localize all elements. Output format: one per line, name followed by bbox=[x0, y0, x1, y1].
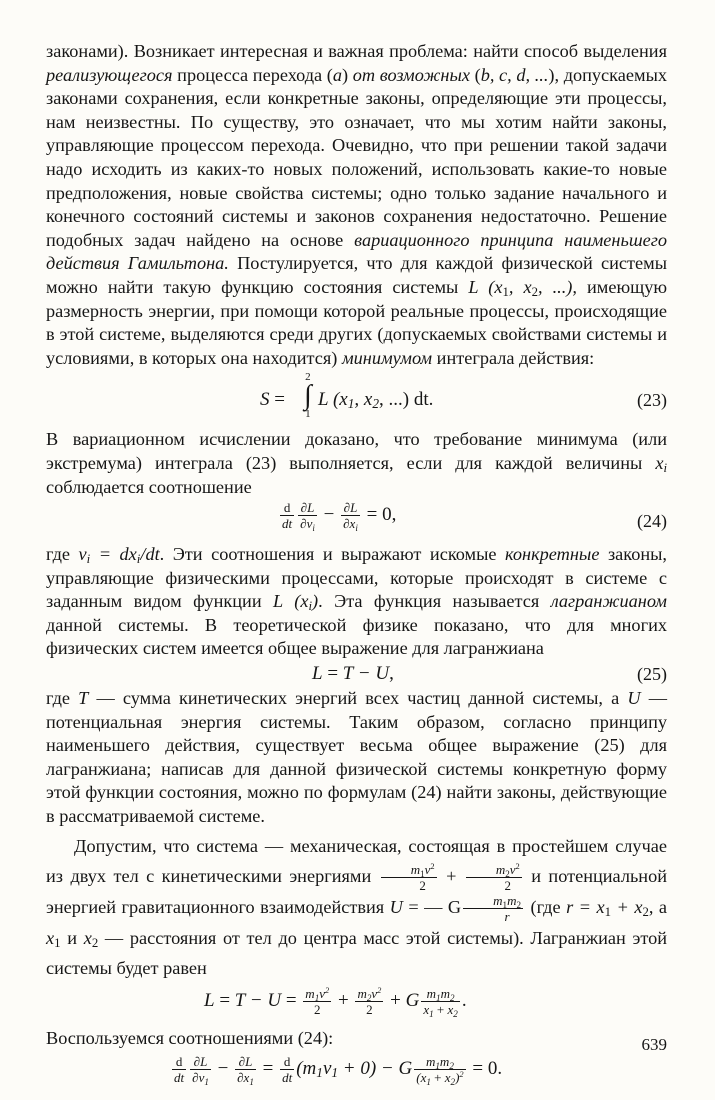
equation-number-24: (24) bbox=[637, 511, 667, 532]
equation-lagrangian: L = T − U = $\frac{m_1v^2}{2}$ + $\frac{m_2v^2}{2}$ + G $\frac{m_1m_2}{x_1 + x_2}$ . bbox=[204, 985, 467, 1020]
final-d-dt-2: $\frac{d}{dt}$ bbox=[282, 1053, 293, 1085]
paragraph-1: законами). Возникает интересная и важная проблема: найти способ выделения реализующегося процесса перехода (a) от возможных (b, c, d, ...), допускаемых законами сохранения, если конкретные законы, определяющие эти процессы, нам неизвестны. По существу, это означает, что мы хотим найти законы, управляющие процессом перехода. Очевидно, что при решении такой задачи надо исходить из каких-то новых положений, использовать какие-то новые предположения, новые свойства системы; одно только задание начального и конечного состояний системы и законов сохранения недостаточно. Решение подобных задач найдено на основе вариационного принципа наименьшего действия Гамильтона. Постулируется, что для каждой физической системы можно найти такую функцию состояния системы L ($x_1$, $x_2$, ...), имеющую размерность энергии, при помощи которой реальные процессы, происходящие в этой системе, выделяются среди других (допускаемых свойствами системы и условиями, в которых она находится) минимумом интеграла действия: bbox=[46, 41, 668, 368]
d-dt-fraction: $\frac{d}{dt}$ bbox=[282, 500, 293, 532]
final-dL-dv1: $\frac{\partial L}{\partial v_1}$ bbox=[192, 1053, 209, 1087]
kinetic-energy-1-fraction: $\frac{m_1v^2}{2}$ bbox=[381, 863, 437, 892]
paragraph-5: Допустим, что система — механическая, состоящая в простейшем случае из двух тел с кинетическими энергиями $\frac{m_1v^2}{2}$ + $\frac{m_2v^2}{2}$ и потенциальной энергией гравитационного взаимодействия U = — G $\frac{m_1m_2}{r}$ (где $r = x_1 + x_2$, а $x_1$ и $x_2$ — расстояния от тел до центра масс этой системы). Лагранжиан этой системы будет равен bbox=[46, 835, 668, 979]
page-number: 639 bbox=[641, 1035, 667, 1054]
equation-24: $\frac{d}{dt}$ $\frac{\partial L}{\partial v_i}$ − $\frac{\partial L}{\partial x_i}$ = 0, (24) bbox=[282, 500, 667, 534]
lagrangian-kinetic-1: $\frac{m_1v^2}{2}$ bbox=[305, 985, 330, 1018]
final-dL-dx1: $\frac{\partial L}{\partial x_1}$ bbox=[237, 1053, 254, 1087]
lagrangian-kinetic-2: $\frac{m_2v^2}{2}$ bbox=[357, 985, 382, 1018]
paragraph-3: где $v_i = dx_i/dt$. Эти соотношения и выражают искомые конкретные законы, управляющие физическими процессами, которые происходят в системе с заданным видом функции L $(x_i)$. Эта функция называется лагранжианом данной системы. В теоретической физике показано, что для многих физических систем имеется общее выражение для лагранжиана bbox=[46, 544, 668, 659]
equation-25: L = T − U, (25) bbox=[312, 663, 667, 685]
equation-number-23: (23) bbox=[637, 390, 667, 411]
dL-dvi-fraction: $\frac{\partial L}{\partial v_i}$ bbox=[300, 500, 315, 534]
final-d-dt-1: $\frac{d}{dt}$ bbox=[174, 1053, 185, 1085]
potential-energy-fraction: $\frac{m_1m_2}{r}$ bbox=[463, 894, 523, 923]
paragraph-6: Воспользуемся соотношениями (24): bbox=[46, 1028, 334, 1049]
equation-23: S = 2 ∫ 1 L ($x_1$, $x_2$, ...) dt. (23) bbox=[260, 371, 667, 421]
dL-dxi-fraction: $\frac{\partial L}{\partial x_i}$ bbox=[343, 500, 358, 534]
integral-sign: 2 ∫ 1 bbox=[304, 371, 312, 421]
paragraph-2: В вариационном исчислении доказано, что требование минимума (или экстремума) интеграла (23) выполняется, если для каждой величины $x_i$ соблюдается соотношение bbox=[46, 429, 667, 497]
equation-euler-lagrange: $\frac{d}{dt}$ $\frac{\partial L}{\partial v_1}$ − $\frac{\partial L}{\partial x_1}$ = $\frac{d}{dt}$ $(m_1v_1 + 0) - G$ $\frac{m_1m_2}{(x_1 + x_2)^2}$ = 0. bbox=[174, 1053, 503, 1087]
paragraph-4: где T — сумма кинетических энергий всех частиц данной системы, а U — потенциальная энергия системы. Таким образом, согласно принципу наименьшего действия, существует весьма общее выражение (25) для лагранжиана; написав для данной физической системы конкретную форму этой функции состояния, можно по формулам (24) найти законы, действующие в рассматриваемой системе. bbox=[46, 688, 667, 827]
kinetic-energy-2-fraction: $\frac{m_2v^2}{2}$ bbox=[466, 863, 522, 892]
final-potential-fraction: $\frac{m_1m_2}{(x_1 + x_2)^2}$ bbox=[416, 1053, 464, 1087]
equation-number-25: (25) bbox=[637, 664, 667, 685]
lagrangian-potential: $\frac{m_1m_2}{x_1 + x_2}$ bbox=[423, 986, 458, 1020]
